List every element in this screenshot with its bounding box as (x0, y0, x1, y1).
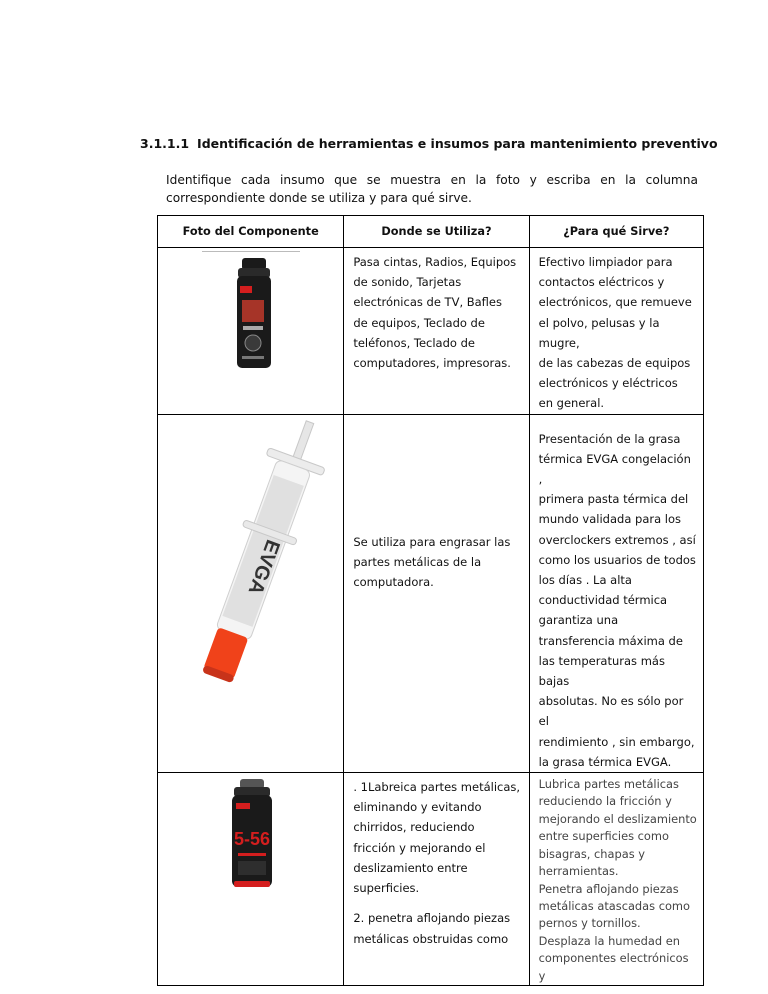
text-line: Presentación de la grasa (538, 431, 681, 446)
text-line: absolutas. No es sólo por el (538, 694, 684, 729)
header-photo: Foto del Componente (158, 216, 344, 248)
text-line: deslizamiento entre (353, 860, 468, 875)
text-line: superficies. (353, 881, 420, 896)
paragraph-gap (353, 898, 522, 908)
text-line: chirridos, reduciendo (353, 820, 475, 835)
text-line: de las cabezas de equipos (538, 356, 691, 371)
text-line: Lubrica partes metálicas (538, 777, 679, 792)
purpose-text (530, 415, 703, 772)
text-line: pernos y tornillos. (538, 916, 641, 931)
instructions-paragraph: Identifique cada insumo que se muestra en la foto y escriba en la columna correspondiente donde se utiliza y para qué sirve. (166, 173, 698, 205)
syringe-label: EVGA (243, 536, 284, 598)
photo-cell (158, 414, 344, 772)
text-line: herramientas. (538, 864, 619, 879)
text-line: Desplaza la humedad en (538, 933, 680, 948)
text-line: electrónicos, que remueve (538, 295, 692, 310)
text-line: transferencia máxima de (538, 633, 683, 648)
where-used-cell (344, 414, 529, 772)
purpose-cell (529, 773, 703, 986)
photo-cell (158, 248, 344, 415)
text-line: overclockers extremos , así (538, 532, 696, 547)
text-line: electrónicos y eléctricos (538, 376, 678, 391)
purpose-text (530, 248, 703, 414)
table-row (158, 773, 704, 986)
table-header-row (158, 216, 704, 248)
text-line: componentes electrónicos y (538, 951, 689, 983)
text-line: electrónicas de TV, Bafles (353, 295, 502, 310)
text-line: las temperaturas más bajas (538, 653, 665, 689)
text-line: partes metálicas de la (353, 554, 482, 569)
text-line: como los usuarios de todos (538, 552, 696, 567)
text-line: contactos eléctricos y (538, 275, 665, 290)
text-line: eliminando y evitando (353, 800, 482, 815)
text-line: entre superficies como (538, 829, 669, 844)
text-line: Pasa cintas, Radios, Equipos (353, 255, 517, 269)
where-used-cell (344, 248, 529, 415)
text-line: mejorando el deslizamiento (538, 811, 697, 826)
text-line: reduciendo la fricción y (538, 794, 672, 809)
text-line: rendimiento , sin embargo, (538, 734, 695, 749)
header-purpose: ¿Para qué Sirve? (529, 216, 703, 248)
can-label: 5-56 (233, 829, 271, 850)
section-title: Identificación de herramientas e insumos para mantenimiento preventivo (197, 136, 718, 151)
text-line: metálicas obstruidas como (353, 931, 509, 946)
text-line: de equipos, Teclado de (353, 315, 485, 330)
text-line: computadores, impresoras. (353, 356, 511, 371)
text-line: . 1Labreica partes metálicas, (353, 780, 521, 795)
text-line: la grasa térmica EVGA. (538, 754, 672, 769)
text-line: mundo validada para los (538, 512, 682, 527)
section-number: 3.1.1.1 (140, 136, 190, 151)
where-used-cell (344, 773, 529, 986)
purpose-cell (529, 248, 703, 415)
text-line: garantiza una (538, 613, 619, 628)
text-line: bisagras, chapas y (538, 846, 646, 861)
text-line: metálicas atascadas como (538, 898, 690, 913)
text-line: los días . La alta (538, 573, 632, 588)
header-where-used: Donde se Utiliza? (344, 216, 529, 248)
text-line: de sonido, Tarjetas (353, 275, 462, 290)
where-used-text (344, 415, 528, 593)
text-line: teléfonos, Teclado de (353, 335, 475, 350)
table-row (158, 248, 704, 415)
supplies-table (157, 215, 704, 986)
evga-thermal-paste-syringe-icon (158, 415, 344, 727)
text-line: térmica EVGA congelación , (538, 451, 691, 487)
text-line: 2. penetra aflojando piezas (353, 911, 511, 926)
section-heading (140, 136, 718, 151)
text-line: Se utiliza para engrasar las (353, 534, 511, 549)
text-line: fricción y mejorando el (353, 840, 486, 855)
text-line: primera pasta térmica del (538, 492, 689, 507)
text-line: Efectivo limpiador para (538, 255, 673, 269)
photo-cell (158, 773, 344, 986)
table-row (158, 414, 704, 772)
text-line: conductividad térmica (538, 593, 668, 608)
purpose-cell (529, 414, 703, 772)
crc-contact-cleaner-spray-can-icon (158, 248, 344, 400)
text-line: el polvo, pelusas y la mugre, (538, 315, 660, 350)
text-line: computadora. (353, 575, 434, 590)
purpose-text (530, 773, 703, 985)
crc-5-56-lubricant-can-icon (158, 773, 344, 968)
where-used-text (344, 248, 528, 373)
text-line: Penetra aflojando piezas (538, 881, 679, 896)
where-used-text (344, 773, 528, 949)
text-line: en general. (538, 396, 605, 411)
